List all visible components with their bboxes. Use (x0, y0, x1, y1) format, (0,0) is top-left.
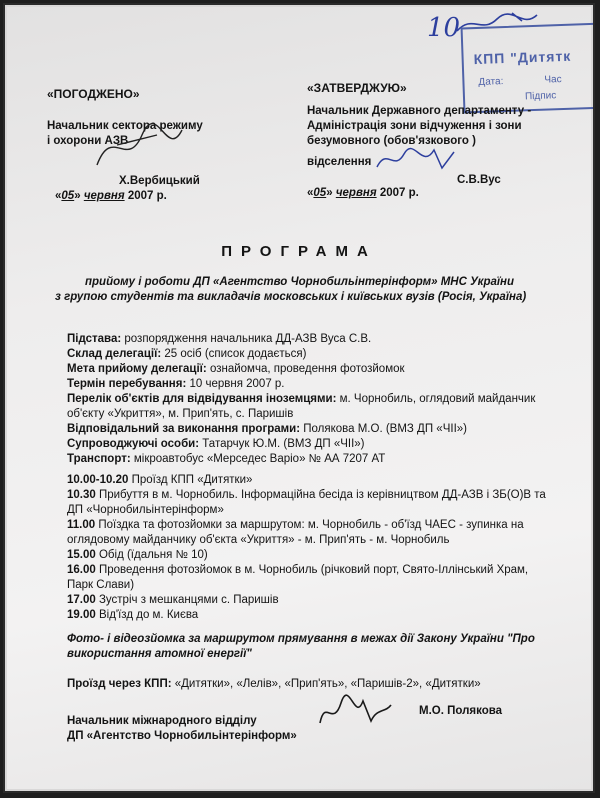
schedule-time: 16.00 (67, 564, 96, 576)
schedule-row (67, 473, 252, 488)
approved-right-year: 2007 р. (379, 187, 419, 199)
stamp-time-label: Час (544, 74, 562, 86)
approved-left-day: 05 (61, 190, 75, 202)
detail-row (67, 392, 535, 407)
approved-left-heading: «ПОГОДЖЕНО» (47, 87, 140, 101)
detail-value: Полякова М.О. (ВМЗ ДП «ЧІІ») (300, 423, 467, 435)
detail-row (67, 407, 293, 422)
detail-label: Супроводжуючі особи: (67, 438, 200, 450)
approved-right-date: «05» червня 2007 р. (307, 187, 419, 199)
approved-right-day: 05 (313, 187, 327, 199)
schedule-text: Проїзд КПП «Дитятки» (128, 474, 253, 486)
signature-right-icon (372, 142, 462, 177)
note-line1: Фото- і відеозйомка за маршрутом прямування в межах дії Закону України "Про (67, 633, 535, 645)
detail-value: 10 червня 2007 р. (186, 378, 285, 390)
schedule-text: Обід (їдальня № 10) (95, 549, 208, 561)
schedule-text: Прибуття в м. Чорнобиль. Інформаційна бесіда із керівництвом ДД-АЗВ і ЗБ(О)В та (95, 489, 546, 501)
schedule-time: 17.00 (67, 594, 96, 606)
detail-label: Термін перебування: (67, 378, 187, 390)
schedule-row (67, 503, 224, 518)
signoff-name: М.О. Полякова (419, 705, 503, 717)
note-line2: використання атомної енергії" (67, 648, 252, 660)
detail-value: ознайомча, проведення фотозйомок (206, 363, 405, 375)
schedule-time: 10.30 (67, 489, 96, 501)
approved-right-month: червня (335, 187, 377, 199)
schedule-time: 10.00-10.20 (67, 474, 129, 486)
approved-right-name: С.В.Вус (457, 174, 501, 186)
schedule-text: Проведення фотозйомок в м. Чорнобиль (річковий порт, Свято-Іллінський Храм, (95, 564, 529, 576)
detail-value: об'єкту «Укриття», м. Прип'ять, с. Паришів (67, 408, 294, 420)
stamp-title: КПП "Дитятк (473, 47, 572, 68)
schedule-row (67, 533, 450, 548)
detail-row (67, 377, 285, 392)
signature-bottom-icon (315, 693, 395, 733)
schedule-row (67, 593, 279, 608)
detail-row (67, 332, 371, 347)
schedule-time: 11.00 (67, 519, 96, 531)
signoff-line1: Начальник міжнародного відділу (67, 715, 257, 727)
stamp-signature-label: Підпис (524, 90, 557, 103)
approved-left-line1: Начальник сектора режиму (47, 120, 203, 132)
schedule-text: Від'їзд до м. Києва (95, 609, 199, 621)
schedule-text: ДП «Чорнобильінтерінформ» (67, 504, 224, 516)
stamp-date-label: Дата: (478, 76, 504, 88)
schedule-text: оглядовому майданчику об'єкта «Укриття» - м. Прип'ять - м. Чорнобиль (67, 534, 450, 546)
schedule-row (67, 488, 546, 503)
detail-row (67, 422, 467, 437)
detail-label: Підстава: (67, 333, 122, 345)
approved-left-year: 2007 р. (127, 190, 167, 202)
approved-left-name: Х.Вербицький (119, 175, 200, 187)
checkpoints-row (67, 677, 481, 692)
detail-row (67, 452, 385, 467)
detail-row (67, 362, 405, 377)
signature-left-icon (87, 115, 197, 175)
schedule-text: Парк Слави) (67, 579, 135, 591)
approved-left-date: «05» червня 2007 р. (55, 190, 167, 202)
schedule-text: Зустріч з мешканцями с. Паришів (95, 594, 279, 606)
detail-label: Транспорт: (67, 453, 131, 465)
approved-right-heading: «ЗАТВЕРДЖУЮ» (307, 81, 407, 95)
schedule-row (67, 518, 524, 533)
approved-right-line3: безумовного (обов'язкового ) (307, 135, 476, 147)
detail-value: мікроавтобус «Мерседес Варіо» № АА 7207 АТ (130, 453, 386, 465)
document-page (7, 7, 591, 789)
approved-right-line2: Адміністрація зони відчуження і зони (307, 120, 522, 132)
detail-label: Відповідальний за виконання програми: (67, 423, 301, 435)
image-frame (3, 3, 595, 793)
checkpoint-stamp (461, 23, 595, 114)
handwritten-note: 10 (427, 13, 461, 43)
subtitle-line2: з групою студентів та викладачів московських і київських вузів (Росія, Україна) (55, 291, 527, 303)
approved-right-line4: відселення (307, 156, 372, 168)
checkpoints-value: «Дитятки», «Лелів», «Прип'ять», «Паришів-2», «Дитятки» (171, 678, 481, 690)
detail-row (67, 437, 365, 452)
approved-left-month: червня (83, 190, 125, 202)
document-title: ПРОГРАМА (221, 243, 377, 260)
approved-left-line2: і охорони АЗВ (47, 135, 129, 147)
checkpoints-label: Проїзд через КПП: (67, 678, 172, 690)
detail-value: м. Чорнобиль, оглядовий майданчик (336, 393, 536, 405)
detail-label: Мета прийому делегації: (67, 363, 207, 375)
schedule-row (67, 548, 208, 563)
schedule-time: 19.00 (67, 609, 96, 621)
detail-value: розпорядження начальника ДД-АЗВ Вуса С.В. (121, 333, 372, 345)
schedule-text: Поїздка та фотозйомки за маршрутом: м. Чорнобиль - об'їзд ЧАЕС - зупинка на (95, 519, 524, 531)
detail-label: Перелік об'єктів для відвідування іноземцями: (67, 393, 337, 405)
detail-value: 25 осіб (список додається) (161, 348, 307, 360)
signoff-line2: ДП «Агентство Чорнобильінтерінформ» (67, 730, 297, 742)
detail-value: Татарчук Ю.М. (ВМЗ ДП «ЧІІ») (199, 438, 365, 450)
approved-right-line1: Начальник Державного департаменту - (307, 105, 532, 117)
subtitle-line1: прийому і роботи ДП «Агентство Чорнобильінтерінформ» МНС України (85, 276, 515, 288)
schedule-row (67, 608, 198, 623)
schedule-time: 15.00 (67, 549, 96, 561)
schedule-row (67, 578, 134, 593)
detail-row (67, 347, 306, 362)
schedule-row (67, 563, 528, 578)
detail-label: Склад делегації: (67, 348, 162, 360)
